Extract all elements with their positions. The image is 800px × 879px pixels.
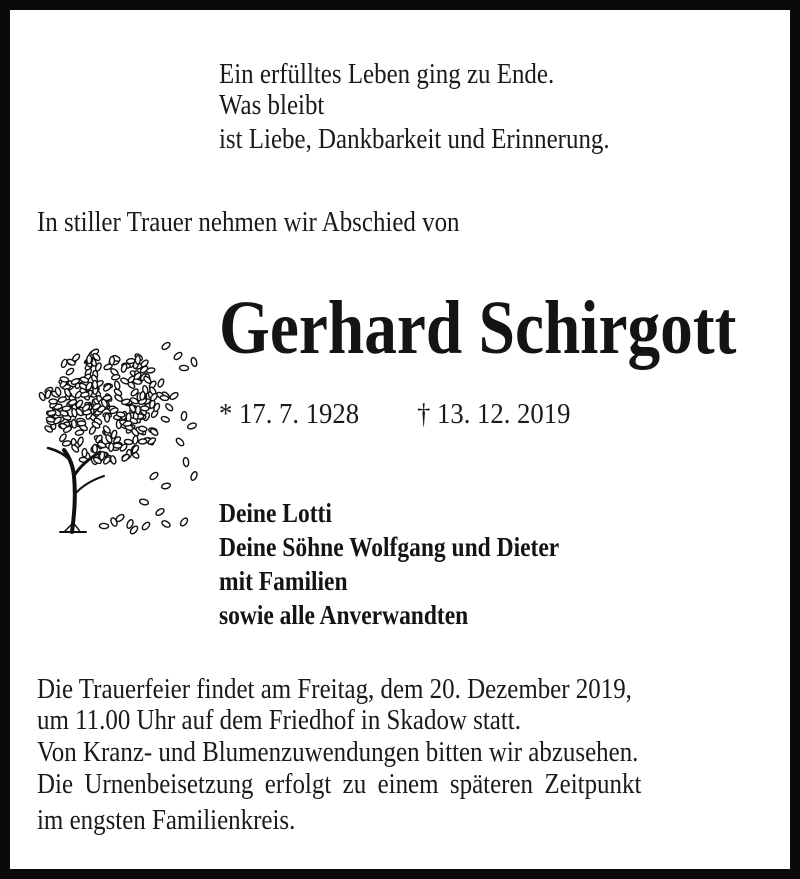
windblown-tree-icon [34, 326, 204, 538]
details-line-1: Die Trauerfeier findet am Freitag, dem 20. Dezember 2019, [37, 673, 632, 705]
intro-text: In stiller Trauer nehmen wir Abschied von [37, 206, 460, 238]
verse-line-3: ist Liebe, Dankbarkeit und Erinnerung. [219, 123, 610, 155]
family-line-3: mit Familien [219, 566, 348, 596]
birth-date: 17. 7. 1928 [239, 398, 360, 430]
details-line-2: um 11.00 Uhr auf dem Friedhof in Skadow statt. [37, 704, 521, 736]
death-info [417, 400, 570, 429]
death-date: 13. 12. 2019 [437, 398, 571, 430]
birth-symbol: * [219, 398, 233, 430]
verse-line-1: Ein erfülltes Leben ging zu Ende. [219, 58, 555, 90]
family-line-4: sowie alle Anverwandten [219, 600, 469, 630]
details-line-4: Die Urnenbeisetzung erfolgt zu einem späteren Zeitpunkt [37, 768, 642, 800]
life-dates [219, 400, 359, 429]
details-line-5: im engsten Familienkreis. [37, 804, 296, 836]
family-line-1: Deine Lotti [219, 498, 332, 528]
death-symbol: † [417, 398, 431, 430]
family-line-2: Deine Söhne Wolfgang und Dieter [219, 532, 560, 562]
verse-line-2: Was bleibt [219, 89, 325, 121]
deceased-name: Gerhard Schirgott [219, 286, 737, 370]
details-line-3: Von Kranz- und Blumenzuwendungen bitten wir abzusehen. [37, 736, 639, 768]
